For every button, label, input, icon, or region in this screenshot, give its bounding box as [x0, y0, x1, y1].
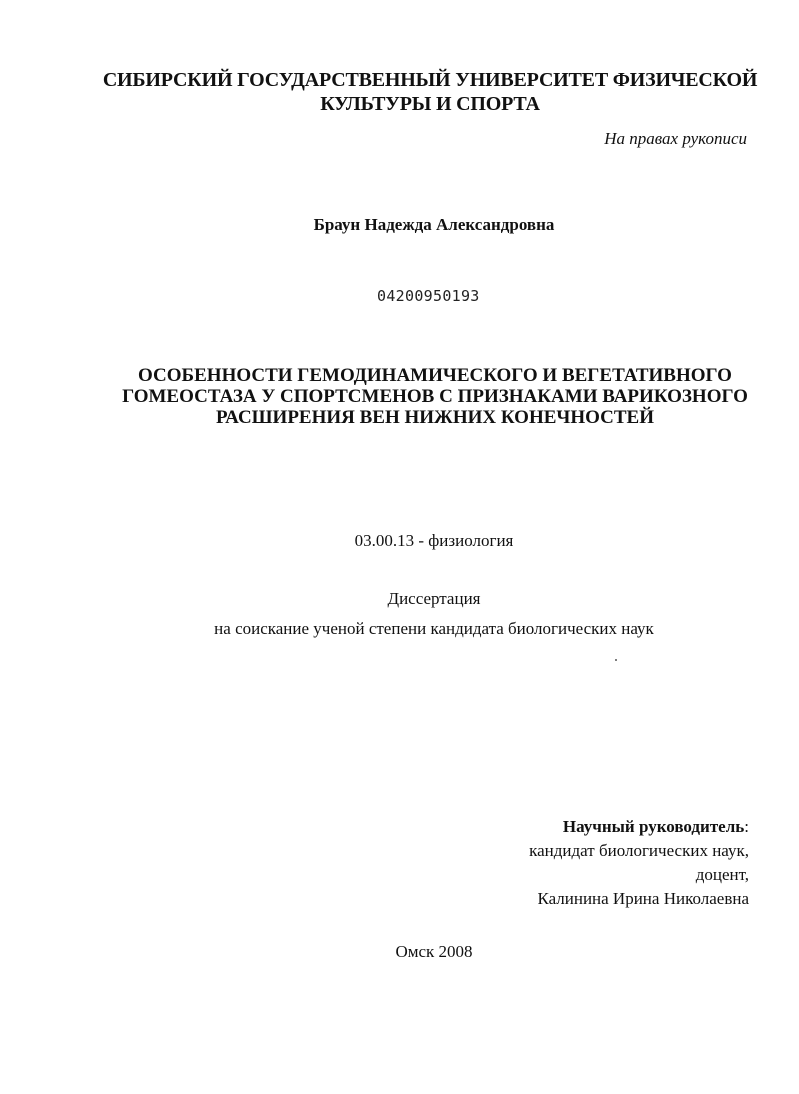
supervisor-block	[529, 815, 749, 911]
specialty-code: 03.00.13 - физиология	[354, 531, 514, 550]
degree-statement: на соискание ученой степени кандидата биологических наук	[214, 619, 654, 638]
manuscript-note: На правах рукописи	[604, 129, 747, 148]
title-line-1: ОСОБЕННОСТИ ГЕМОДИНАМИЧЕСКОГО И ВЕГЕТАТИВНОГО	[138, 365, 732, 386]
supervisor-degree: кандидат биологических наук,	[529, 841, 749, 860]
title-line-3: РАСШИРЕНИЯ ВЕН НИЖНИХ КОНЕЧНОСТЕЙ	[216, 407, 654, 428]
scan-speck	[615, 659, 617, 661]
university-line-1: СИБИРСКИЙ ГОСУДАРСТВЕННЫЙ УНИВЕРСИТЕТ ФИЗИЧЕСКОЙ	[102, 69, 758, 91]
author-name: Браун Надежда Александровна	[313, 215, 555, 234]
dissertation-title	[60, 365, 799, 428]
supervisor-name: Калинина Ирина Николаевна	[537, 889, 749, 908]
supervisor-colon: :	[744, 817, 749, 836]
supervisor-heading	[529, 815, 749, 839]
supervisor-label: Научный руководитель	[562, 817, 745, 836]
university-line-2: КУЛЬТУРЫ И СПОРТА	[320, 93, 540, 115]
supervisor-rank: доцент,	[695, 865, 749, 884]
university-name	[60, 68, 799, 116]
document-type: Диссертация	[387, 589, 481, 608]
city-year: Омск 2008	[395, 942, 473, 961]
title-line-2: ГОМЕОСТАЗА У СПОРТСМЕНОВ С ПРИЗНАКАМИ ВАРИКОЗНОГО	[122, 386, 748, 407]
catalog-code: 04200950193	[377, 287, 480, 305]
